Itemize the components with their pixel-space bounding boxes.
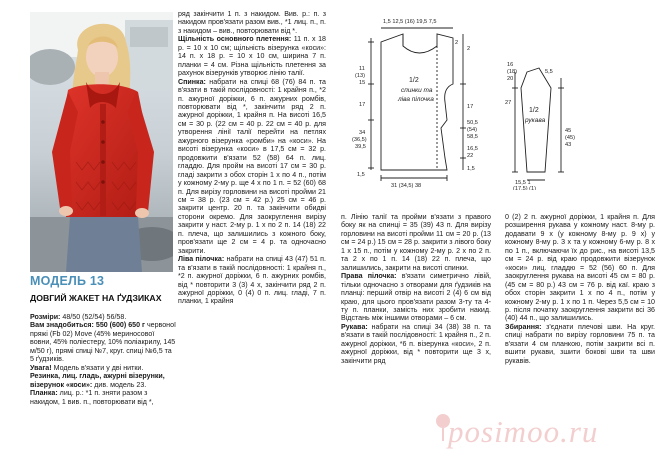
- dim-right-58: 58,5: [467, 134, 478, 140]
- instructions-column-2: [341, 213, 491, 365]
- dim-left-34: 34: [359, 130, 366, 136]
- model-number: МОДЕЛЬ 13: [30, 274, 105, 288]
- sleeve-fraction: 1/2: [529, 107, 539, 114]
- dim-right-1-5: 1,5: [467, 166, 475, 172]
- dim-sleeve-top-18: (18): [507, 69, 517, 75]
- dim-left-11: 11: [359, 66, 365, 72]
- dim-right-54: (54): [467, 127, 477, 133]
- text-paragraph: ряд закінчити 1 п. з накидом. Вив. р.: п. з накидом пров'язати разом вив., *1 лиц. п., п. з накидом – вив., повторювати від *.: [178, 10, 326, 35]
- text-paragraph: п. Лінію талії та пройми в'язати з правого боку як на спинці = 35 (39) 43 п. Для вирізу горловини на висоті пройми 11 см = 20 р. (13 см = 24 р.) 15 см = 28 р. закрити з лівого боку 1 х 15 п., потім у кожному 2-му р. 2 х по 2 п. та 2 х по 1 п. 14 (18) 22 п. плеча, що залишились, закрити на висоті спинки.: [341, 213, 491, 272]
- model-photo: [30, 12, 173, 272]
- watermark: posimoo.ru: [448, 414, 599, 449]
- dim-sleeve-45: 45: [565, 128, 572, 134]
- dim-top-right: 2: [455, 40, 459, 46]
- dim-sleeve-bottom2: (17,5) (1): [513, 186, 537, 190]
- text-paragraph: Спинка: набрати на спиці 68 (76) 84 п. та в'язати в такій послідовності: 1 крайня п., *2 п. ажурної доріжки, 6 п. ажурних ромбів, повторювати від *, закінчити ряд 2 п. ажурної доріжки, 1 крайня п. На висоті 16,5 см = 30 р. (22 см = 40 р. 22 см = 40 р. для утворення лінії талії перейти на петлях ажурного візерунка «ромби» на «коси». На висоті візерунка «коси» в 17,5 см = 32 р. продовжити в'язати 52 (58) 64 п. лиц. гладдю. Для пройм на висоті 17 см = 30 р. гладі закрити з обох сторін 1 х по 4 п., потім у кожному 2-му р. ще 4 х по 1 п. = 52 (60) 68 п. Для вирізу горловини на висоті пройми 21 см = 38 р. (23 см = 42 р.) 25 см = 46 р. закрити центр. 20 п. та закінчити обидві сторони окремо. Для заокруглення вирізу закрити у наст. 2-му р. 1 х по 2 п. 14 (18) 22 п. плеча, що залишились з кожного боку, пров'язати ще 2 см = 4 р. та одночасно закрити.: [178, 77, 326, 255]
- body-schematic: [341, 10, 501, 190]
- sleeve-schematic: [505, 60, 625, 190]
- text-paragraph: Резинка, лиц. гладь, ажурні візерунки, візерунок «коси»: див. модель 23.: [30, 372, 165, 389]
- dim-top: 1,5 12,5 (16) 19,5 7,5: [383, 19, 437, 25]
- dim-left-17: 17: [359, 102, 366, 108]
- dim-left-36: (36,5): [352, 137, 367, 143]
- pin-icon: [434, 412, 452, 442]
- text-paragraph: 0 (2) 2 п. ажурної доріжки, 1 крайня п. Для розширення рукава у кожному наст. 8-му р. додавати 9 х (у кожному 8-му р. 9 х) у кожному 8-му р. 3 х та у кожному 6-му р. 8 х по 1 п., включаючи їх до рис., на висоті 13,5 см = 24 р. від краю продовжити візерунок «коси» лиц. гладдю = 52 (56) 60 п. Для заокруглення рукава на висоті 45 см = 80 р. (45 см = 80 р.) 43 см = 76 р. від каї. краю з обох сторін закрити 1 х по 4 п., потім у кожному 2-му р. 1 х по 1 п. Через 5,5 см = 10 р. після початку заокруглення закрити всі 36 (40) 44 п., що залишились.: [505, 213, 655, 323]
- dim-left-1-5: 1,5: [357, 172, 365, 178]
- dim-right-16: 16,5: [467, 146, 478, 152]
- dim-sleeve-43: 43: [565, 142, 572, 148]
- piece-name-front: ліва пілочка: [398, 96, 434, 103]
- dim-sleeve-top-16: 16: [507, 62, 514, 68]
- piece-name-back: спинки та: [401, 87, 433, 94]
- dim-right-17: 17: [467, 104, 474, 110]
- instructions-column-3: [505, 213, 655, 365]
- text-paragraph: Увага! Модель в'язати у дві нитки.: [30, 363, 144, 372]
- materials-block: [30, 313, 176, 406]
- dim-sleeve-45b: (45): [565, 135, 575, 141]
- dim-sleeve-27: 27: [505, 100, 512, 106]
- sleeve-name: рукава: [525, 117, 546, 124]
- dim-sleeve-bottom: 15,5 1: [515, 180, 531, 186]
- text-paragraph: Щільність основного плетення: 11 п. х 18 р. = 10 х 10 см; щільність візерунка «коси»: 14 п. х 18 р. = 10 х 10 см, ширина 7 п. планки = 4 см. Різна щільність плетення за рахунок візерунків утворює лінію талії.: [178, 35, 327, 78]
- dim-left-39: 39,5: [355, 144, 366, 150]
- dim-sleeve-top-20: 20: [507, 76, 514, 82]
- text-paragraph: Планка: лиц. р.: *1 п. зняти разом з накидом, 1 вив. п., повторювати від *,: [30, 389, 154, 406]
- dim-left-15: 15: [359, 80, 366, 86]
- piece-fraction: 1/2: [409, 77, 419, 84]
- dim-right-50: 50,5: [467, 120, 478, 126]
- dim-sleeve-5-5: 5,5: [545, 69, 553, 75]
- article-headline: ДОВГИЙ ЖАКЕТ НА ҐУДЗИКАХ: [30, 293, 162, 303]
- dim-left-13: (13): [355, 73, 365, 79]
- text-paragraph: Вам знадобиться: 550 (600) 650 г червоної пряжі (Fb 02) Move (45% мериносової вовни, 45% поліестеру, 10% поліакрилу, 145 м/50 г), прямі спиці №7, круг. спиці №6,5 та 5 ґудзиків.: [30, 321, 177, 364]
- dim-bottom: 31 (34,5) 38: [391, 183, 422, 189]
- text-paragraph: Рукава: набрати на спиці 34 (38) 38 п. та в'язати в такій послідовності: 1 крайня п., 2 п. ажурної доріжки, *6 п. візерунка «коси», 2 п. ажурної доріжки, від * повторити ще 3 х, закінчити ряд: [341, 322, 491, 365]
- text-paragraph: Ліва пілочка: набрати на спиці 43 (47) 51 п. та в'язати в такій послідовності: 1 крайня п., *2 п. ажурної доріжки, 6 п. ажурних ромбів, від * повторити 3 (3) 4 х, закінчити ряд 2 п. ажурної доріжки, 0 (4) 0 п. лиц. гладі, 7 п. планки, 1 крайня: [178, 255, 326, 306]
- text-paragraph: Збирання: з'єднати плечові шви. На круг. спиці набрати по вирізу горловини 75 п. та в'язати 4 см планкою, потім закрити всі п. вшити рукави, зшити бокові шви та шви рукавів.: [505, 322, 655, 365]
- text-paragraph: Розміри: 48/50 (52/54) 56/58.: [30, 313, 127, 321]
- text-paragraph: Права пілочка: в'язати симетрично лівій, тільки одночасно з отворами для ґудзиків на планці: перший отвір на висоті 2 (4) 6 см від краю, для цього пров'язати разом 3-ту та 4-ту п. планки, замість них зробити накид. Відстань між іншими отворами – 6 см.: [341, 272, 491, 323]
- dim-right-22: 22: [467, 153, 474, 159]
- dim-right-2: 2: [467, 46, 471, 52]
- instructions-column-1: [178, 10, 326, 306]
